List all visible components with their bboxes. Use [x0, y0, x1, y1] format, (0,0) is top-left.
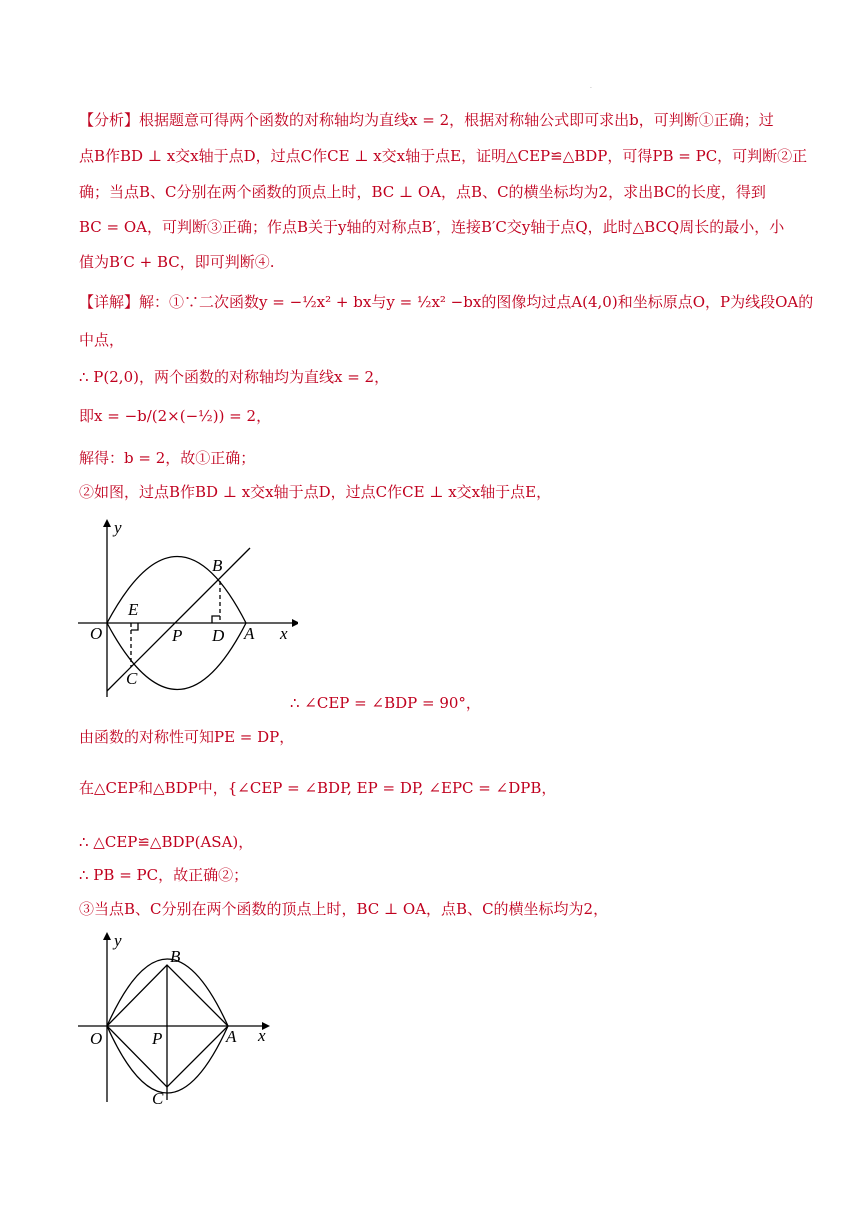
- label-p: P: [172, 626, 183, 645]
- analysis-line-1: 【分析】根据题意可得两个函数的对称轴均为直线x = 2，根据对称轴公式即可求出b，可判断①正确；过: [79, 111, 774, 129]
- detail-line-11: ∴ PB = PC，故正确②；: [79, 866, 249, 884]
- label-p: P: [152, 1029, 163, 1048]
- analysis-line-5: 值为B′C + BC，即可判断④.: [79, 253, 275, 271]
- label-b: B: [212, 556, 223, 575]
- detail-line-4: 即x = −b/(2×(−½)) = 2，: [79, 407, 272, 425]
- detail-line-8: 由函数的对称性可知PE = DP，: [79, 728, 295, 746]
- detail-line-1: 【详解】解：①∵二次函数y = −½x² + bx与y = ½x² −bx的图像均过点A(4,0)和坐标原点O，P为线段OA的: [79, 293, 814, 311]
- label-b: B: [170, 947, 181, 966]
- analysis-line-2: 点B作BD ⊥ x交x轴于点D，过点C作CE ⊥ x交x轴于点E，证明△CEP≌△BDP，可得PB = PC，可判断②正: [79, 147, 808, 165]
- label-a: A: [244, 624, 255, 643]
- detail-line-12: ③当点B、C分别在两个函数的顶点上时，BC ⊥ OA，点B、C的横坐标均为2，: [79, 900, 609, 918]
- detail-line-5: 解得：b = 2，故①正确；: [79, 449, 256, 467]
- right-angle-d: [212, 616, 220, 623]
- detail-line-10: ∴ △CEP≌△BDP(ASA)，: [79, 833, 254, 851]
- label-a: A: [226, 1027, 237, 1046]
- label-y: y: [114, 518, 122, 537]
- label-y: y: [114, 931, 122, 950]
- detail-line-2: 中点，: [79, 331, 125, 349]
- figure-1: [78, 515, 298, 705]
- figure-2: [78, 928, 278, 1108]
- label-x: x: [258, 1026, 266, 1045]
- detail-line-7: ∴ ∠CEP = ∠BDP = 90°，: [290, 694, 481, 712]
- scan-dot: ·: [590, 85, 592, 92]
- right-angle-e: [131, 623, 138, 630]
- label-c: C: [152, 1089, 164, 1108]
- detail-line-9: 在△CEP和△BDP中，{∠CEP = ∠BDP, EP = DP, ∠EPC = ∠DPB，: [79, 779, 557, 797]
- label-o: O: [90, 1029, 103, 1048]
- analysis-line-3: 确；当点B、C分别在两个函数的顶点上时，BC ⊥ OA，点B、C的横坐标均为2，求出BC的长度，得到: [79, 183, 766, 201]
- analysis-line-4: BC = OA，可判断③正确；作点B关于y轴的对称点B′，连接B′C交y轴于点Q，此时△BCQ周长的最小，小: [79, 218, 785, 236]
- label-d: D: [212, 626, 225, 645]
- label-x: x: [280, 624, 288, 643]
- label-e: E: [128, 600, 139, 619]
- detail-line-3: ∴ P(2,0)，两个函数的对称轴均为直线x = 2，: [79, 368, 390, 386]
- detail-line-6: ②如图，过点B作BD ⊥ x交x轴于点D，过点C作CE ⊥ x交x轴于点E，: [79, 483, 552, 501]
- label-o: O: [90, 624, 103, 643]
- label-c: C: [126, 669, 138, 688]
